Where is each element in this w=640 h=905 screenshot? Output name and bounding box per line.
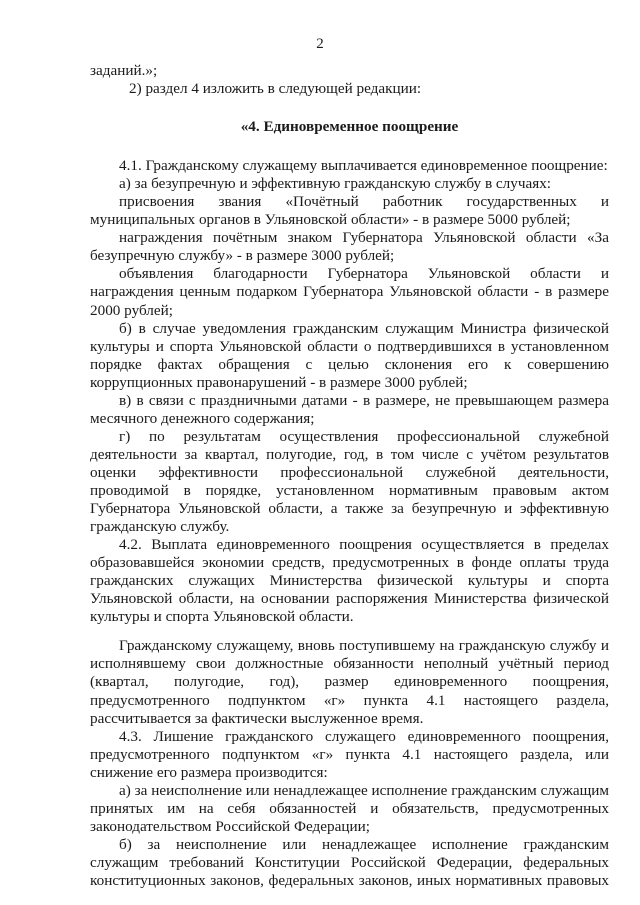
paragraph-4-2: 4.2. Выплата единовременного поощрения осуществляется в пределах образовавшейся экономии средств, предусмотренных в фонде оплаты труда гражданских служащих Министерства физической культуры и спорта Ульяновской области, на основании распоряжения Министерства физической культуры и спорта Ульяновской области. xyxy=(90,536,609,626)
paragraph-4-1: 4.1. Гражданскому служащему выплачивается единовременное поощрение: xyxy=(119,157,608,175)
paragraph-new-employee: Гражданскому служащему, вновь поступившему на гражданскую службу и исполнявшему свои должностные обязанности неполный учётный период (квартал, полугодие, год), размер единовременного поощрения, предусмотренного подпунктом «г» пункта 4.1 настоящего раздела, рассчитывается за фактически выслуженное время. xyxy=(90,637,609,727)
paragraph-4-3-a: а) за неисполнение или ненадлежащее исполнение гражданским служащим принятых им на себя обязанностей и обязательств, предусмотренных законодательством Российской Федерации; xyxy=(90,781,609,835)
paragraph-section-edit: 2) раздел 4 изложить в следующей редакции: xyxy=(129,80,422,98)
document-body xyxy=(90,62,609,890)
paragraph-badge-award: награждения почётным знаком Губернатора Ульяновской области «За безупречную службу» - в размере 3000 рублей; xyxy=(90,229,609,265)
paragraph-4-1-g: г) по результатам осуществления профессиональной служебной деятельности за квартал, полугодие, год, в том числе с учётом результатов оценки эффективности профессиональной служебной деятельности, проводимой в порядке, установленном нормативным правовым актом Губернатора Ульяновской области, а также за безупречную и эффективную гражданскую службу. xyxy=(90,427,609,536)
paragraph-4-1-a: а) за безупречную и эффективную гражданскую службу в случаях: xyxy=(119,175,552,193)
section-heading: «4. Единовременное поощрение xyxy=(240,118,459,136)
paragraph-honorary-title: присвоения звания «Почётный работник государственных и муниципальных органов в Ульяновской области» - в размере 5000 рублей; xyxy=(90,193,609,229)
paragraph-4-3-b: б) за неисполнение или ненадлежащее исполнение гражданским служащим требований Конституции Российской Федерации, федеральных конституционных законов, федеральных законов, иных нормативных правовых xyxy=(90,835,609,889)
paragraph-4-1-b: б) в случае уведомления гражданским служащим Министра физической культуры и спорта Ульяновской области о подтвердившихся в установленном порядке фактах обращения с целью склонения его к совершению коррупционных правонарушений - в размере 3000 рублей; xyxy=(90,319,609,391)
paragraph-4-1-v: в) в связи с праздничными датами - в размере, не превышающем размера месячного денежного содержания; xyxy=(90,391,609,427)
paragraph-continuation: заданий.»; xyxy=(90,62,158,79)
page-number: 2 xyxy=(316,36,324,52)
paragraph-gratitude-award: объявления благодарности Губернатора Ульяновской области и награждения ценным подарком Губернатора Ульяновской области - в размере 2000 рублей; xyxy=(90,265,609,319)
paragraph-4-3: 4.3. Лишение гражданского служащего единовременного поощрения, предусмотренного подпунктом «г» пункта 4.1 настоящего раздела, или снижение его размера производится: xyxy=(90,727,609,781)
